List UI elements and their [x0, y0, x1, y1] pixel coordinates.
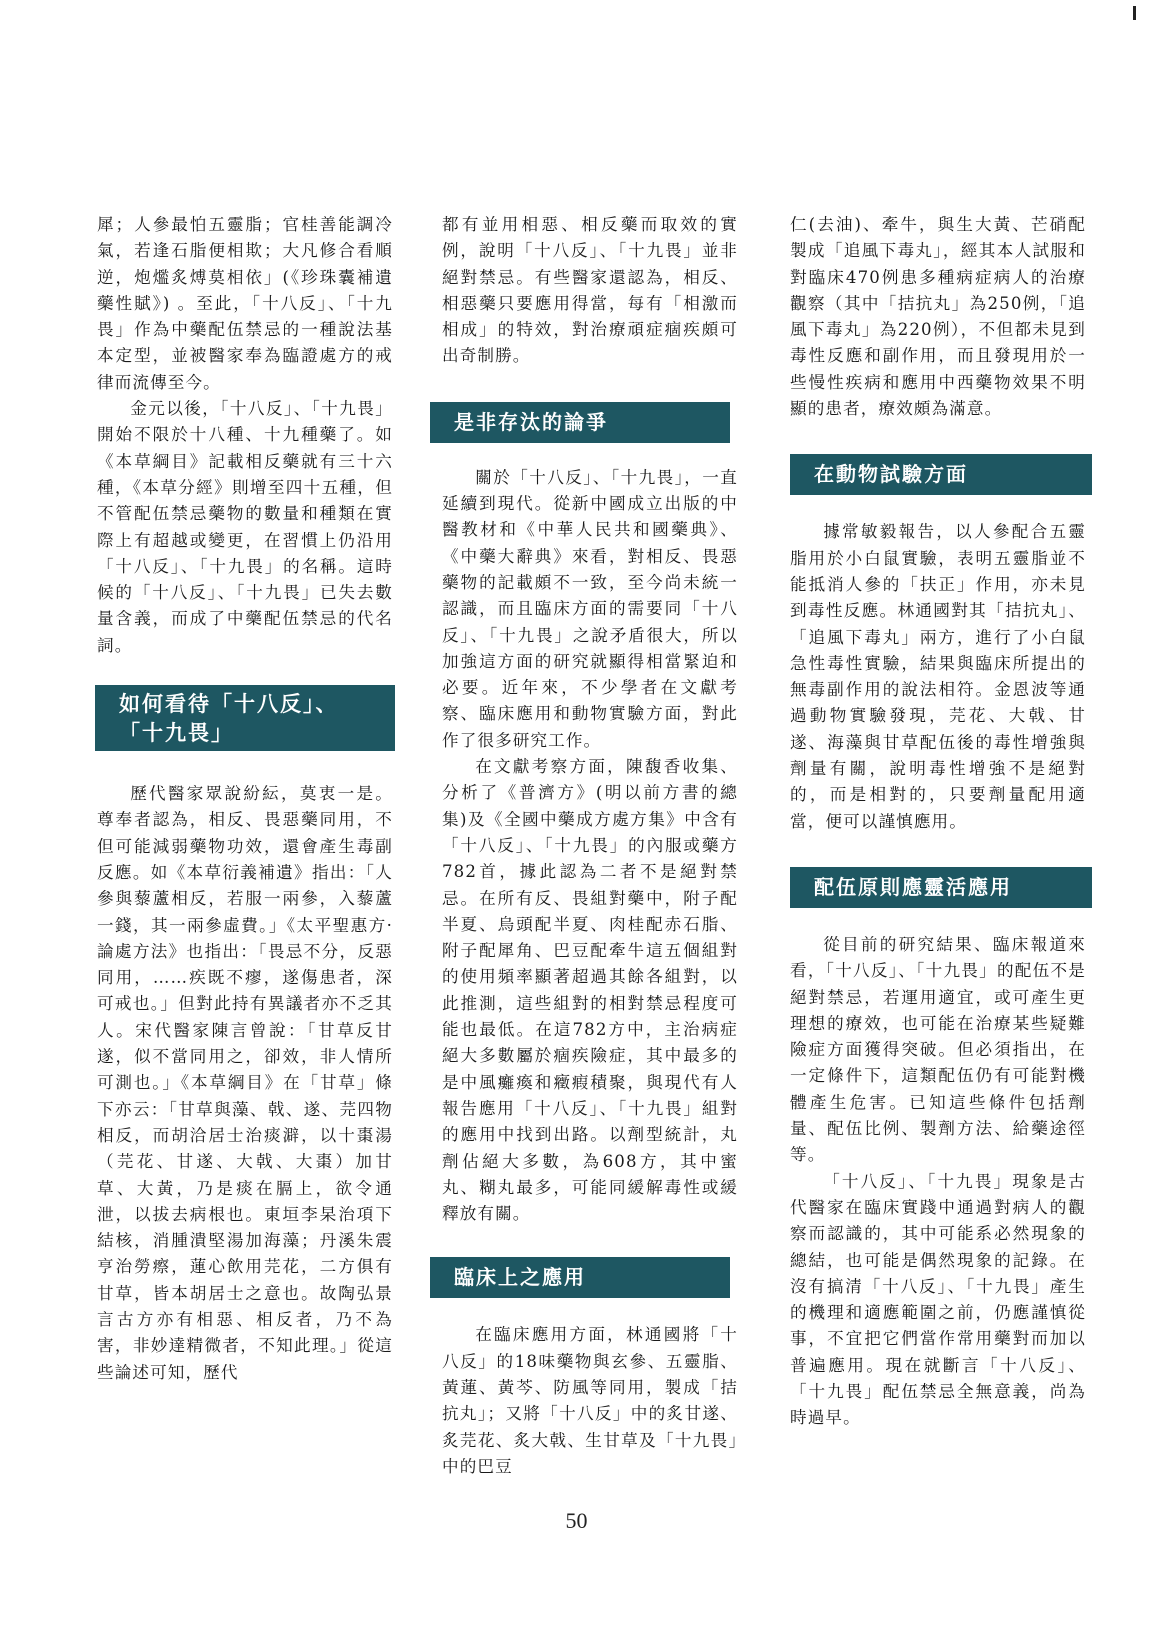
paragraph: 仁(去油)、牽牛，與生大黃、芒硝配製成「追風下毒丸」，經其本人試服和對臨床470例患多種病症病人的治療觀察（其中「拮抗丸」為250例，「追風下毒丸」為220例），不但都未見到毒性反應和副作用，而且發現用於一些慢性疾病和應用中西藥物效果不明顯的患者，療效頗為滿意。 — [790, 215, 1086, 419]
paragraph: 金元以後，「十八反」、「十九畏」開始不限於十八種、十九種藥了。如《本草綱目》記載相反藥就有三十六種，《本草分經》則增至四十五種，但不管配伍禁忌藥物的數量和種類在實際上有超越或變更，在習慣上仍沿用「十八反」、「十九畏」的名稱。這時候的「十八反」、「十九畏」已失去數量含義，而成了中藥配伍禁忌的代名詞。 — [97, 399, 393, 655]
section-heading-line: 如何看待「十八反」、 — [119, 692, 339, 717]
paragraph: 都有並用相惡、相反藥而取效的實例，說明「十八反」、「十九畏」並非絕對禁忌。有些醫家還認為，相反、相惡藥只要應用得當，每有「相激而相成」的特效，對治療頑症痼疾頗可出奇制勝。 — [442, 215, 738, 366]
section-heading: 臨床上之應用 — [430, 1257, 730, 1298]
section-heading-line: 「十九畏」 — [119, 721, 234, 746]
paragraph: 歷代醫家眾說紛紜，莫衷一是。尊奉者認為，相反、畏惡藥同用，不但可能減弱藥物功效，還會產生毒副反應。如《本草衍義補遺》指出：「人參與藜蘆相反，若服一兩參，入藜蘆一錢，其一兩參虛費。」《太平聖惠方·論處方法》也指出：「畏忌不分，反惡同用，……疾既不瘳，遂傷患者，深可戒也。」但對此持有異議者亦不乏其人。宋代醫家陳言曾說：「甘草反甘遂，似不當同用之，卻效，非人情所可測也。」《本草綱目》在「甘草」條下亦云：「甘草與藻、戟、遂、芫四物相反，而胡洽居士治痰澼，以十棗湯（芫花、甘遂、大戟、大棗）加甘草、大黃，乃是痰在膈上，欲令通泄，以拔去病根也。東垣李杲治項下結核，消腫潰堅湯加海藻；丹溪朱震亨治勞瘵，蓮心飲用芫花，二方俱有甘草，皆本胡居士之意也。故陶弘景言古方亦有相惡、相反者，乃不為害，非妙達精微者，不知此理。」從這些論述可知，歷代 — [97, 784, 393, 1382]
scan-edge-mark — [1133, 6, 1136, 20]
page-number: 50 — [565, 1508, 588, 1533]
section-heading: 在動物試驗方面 — [790, 454, 1092, 495]
section-heading: 是非存汰的論爭 — [430, 402, 730, 443]
paragraph: 「十八反」、「十九畏」現象是古代醫家在臨床實踐中通過對病人的觀察而認識的，其中可能系必然現象的總結，也可能是偶然現象的記錄。在沒有搞清「十八反」、「十九畏」產生的機理和適應範圍之前，仍應謹慎從事，不宜把它們當作常用藥對而加以普遍應用。現在就斷言「十八反」、「十九畏」配伍禁忌全無意義，尚為時過早。 — [790, 1171, 1086, 1428]
paragraph: 關於「十八反」、「十九畏」，一直延續到現代。從新中國成立出版的中醫教材和《中華人民共和國藥典》、《中藥大辭典》來看，對相反、畏惡藥物的記載頗不一致，至今尚未統一認識，而且臨床方面的需要同「十八反」、「十九畏」之說矛盾很大，所以加強這方面的研究就顯得相當緊迫和必要。近年來，不少學者在文獻考察、臨床應用和動物實驗方面，對此作了很多研究工作。 — [442, 467, 738, 750]
paragraph: 在文獻考察方面，陳馥香收集、分析了《普濟方》(明以前方書的總集)及《全國中藥成方處方集》中含有「十八反」、「十九畏」的內服或藥方782首，據此認為二者不是絕對禁忌。在所有反、畏組對藥中，附子配半夏、烏頭配半夏、肉桂配赤石脂、附子配犀角、巴豆配牽牛這五個組對的使用頻率顯著超過其餘各組對，以此推測，這些組對的相對禁忌程度可能也最低。在這782方中，主治病症絕大多數屬於痼疾險症，其中最多的是中風癱瘓和癥瘕積聚，與現代有人報告應用「十八反」、「十九畏」組對的應用中找到出路。以劑型統計，丸劑佔絕大多數，為608方，其中蜜丸、糊丸最多，可能同緩解毒性或緩釋放有關。 — [442, 757, 738, 1224]
section-heading — [95, 685, 395, 751]
column-3 — [790, 212, 1086, 1432]
column-2 — [442, 212, 738, 1480]
column-1 — [97, 212, 393, 1386]
paragraph: 從目前的研究結果、臨床報道來看，「十八反」、「十九畏」的配伍不是絕對禁忌，若運用適宜，或可產生更理想的療效，也可能在治療某些疑難險症方面獲得突破。但必須指出，在一定條件下，這類配伍仍有可能對機體產生危害。已知這些條件包括劑量、配伍比例、製劑方法、給藥途徑等。 — [790, 934, 1086, 1165]
section-heading: 配伍原則應靈活應用 — [790, 867, 1092, 908]
paragraph: 犀；人參最怕五靈脂；官桂善能調冷氣，若逢石脂便相欺；大凡修合看順逆，炮爁炙煿莫相依」(《珍珠囊補遺藥性賦》) 。至此，「十八反」、「十九畏」作為中藥配伍禁忌的一種說法基本定型，並被醫家奉為臨證處方的戒律而流傳至今。 — [97, 215, 393, 392]
paragraph: 據常敏毅報告，以人參配合五靈脂用於小白鼠實驗，表明五靈脂並不能抵消人參的「扶正」作用，亦未見到毒性反應。林通國對其「拮抗丸」、「追風下毒丸」兩方，進行了小白鼠急性毒性實驗，結果與臨床所提出的無毒副作用的說法相符。金恩波等通過動物實驗發現，芫花、大戟、甘遂、海藻與甘草配伍後的毒性增強與劑量有關，說明毒性增強不是絕對的，而是相對的，只要劑量配用適當，便可以謹慎應用。 — [790, 522, 1086, 831]
paragraph: 在臨床應用方面，林通國將「十八反」的18味藥物與玄參、五靈脂、黃蓮、黃芩、防風等同用，製成「拮抗丸」；又將「十八反」中的炙甘遂、炙芫花、炙大戟、生甘草及「十九畏」中的巴豆 — [442, 1325, 738, 1476]
